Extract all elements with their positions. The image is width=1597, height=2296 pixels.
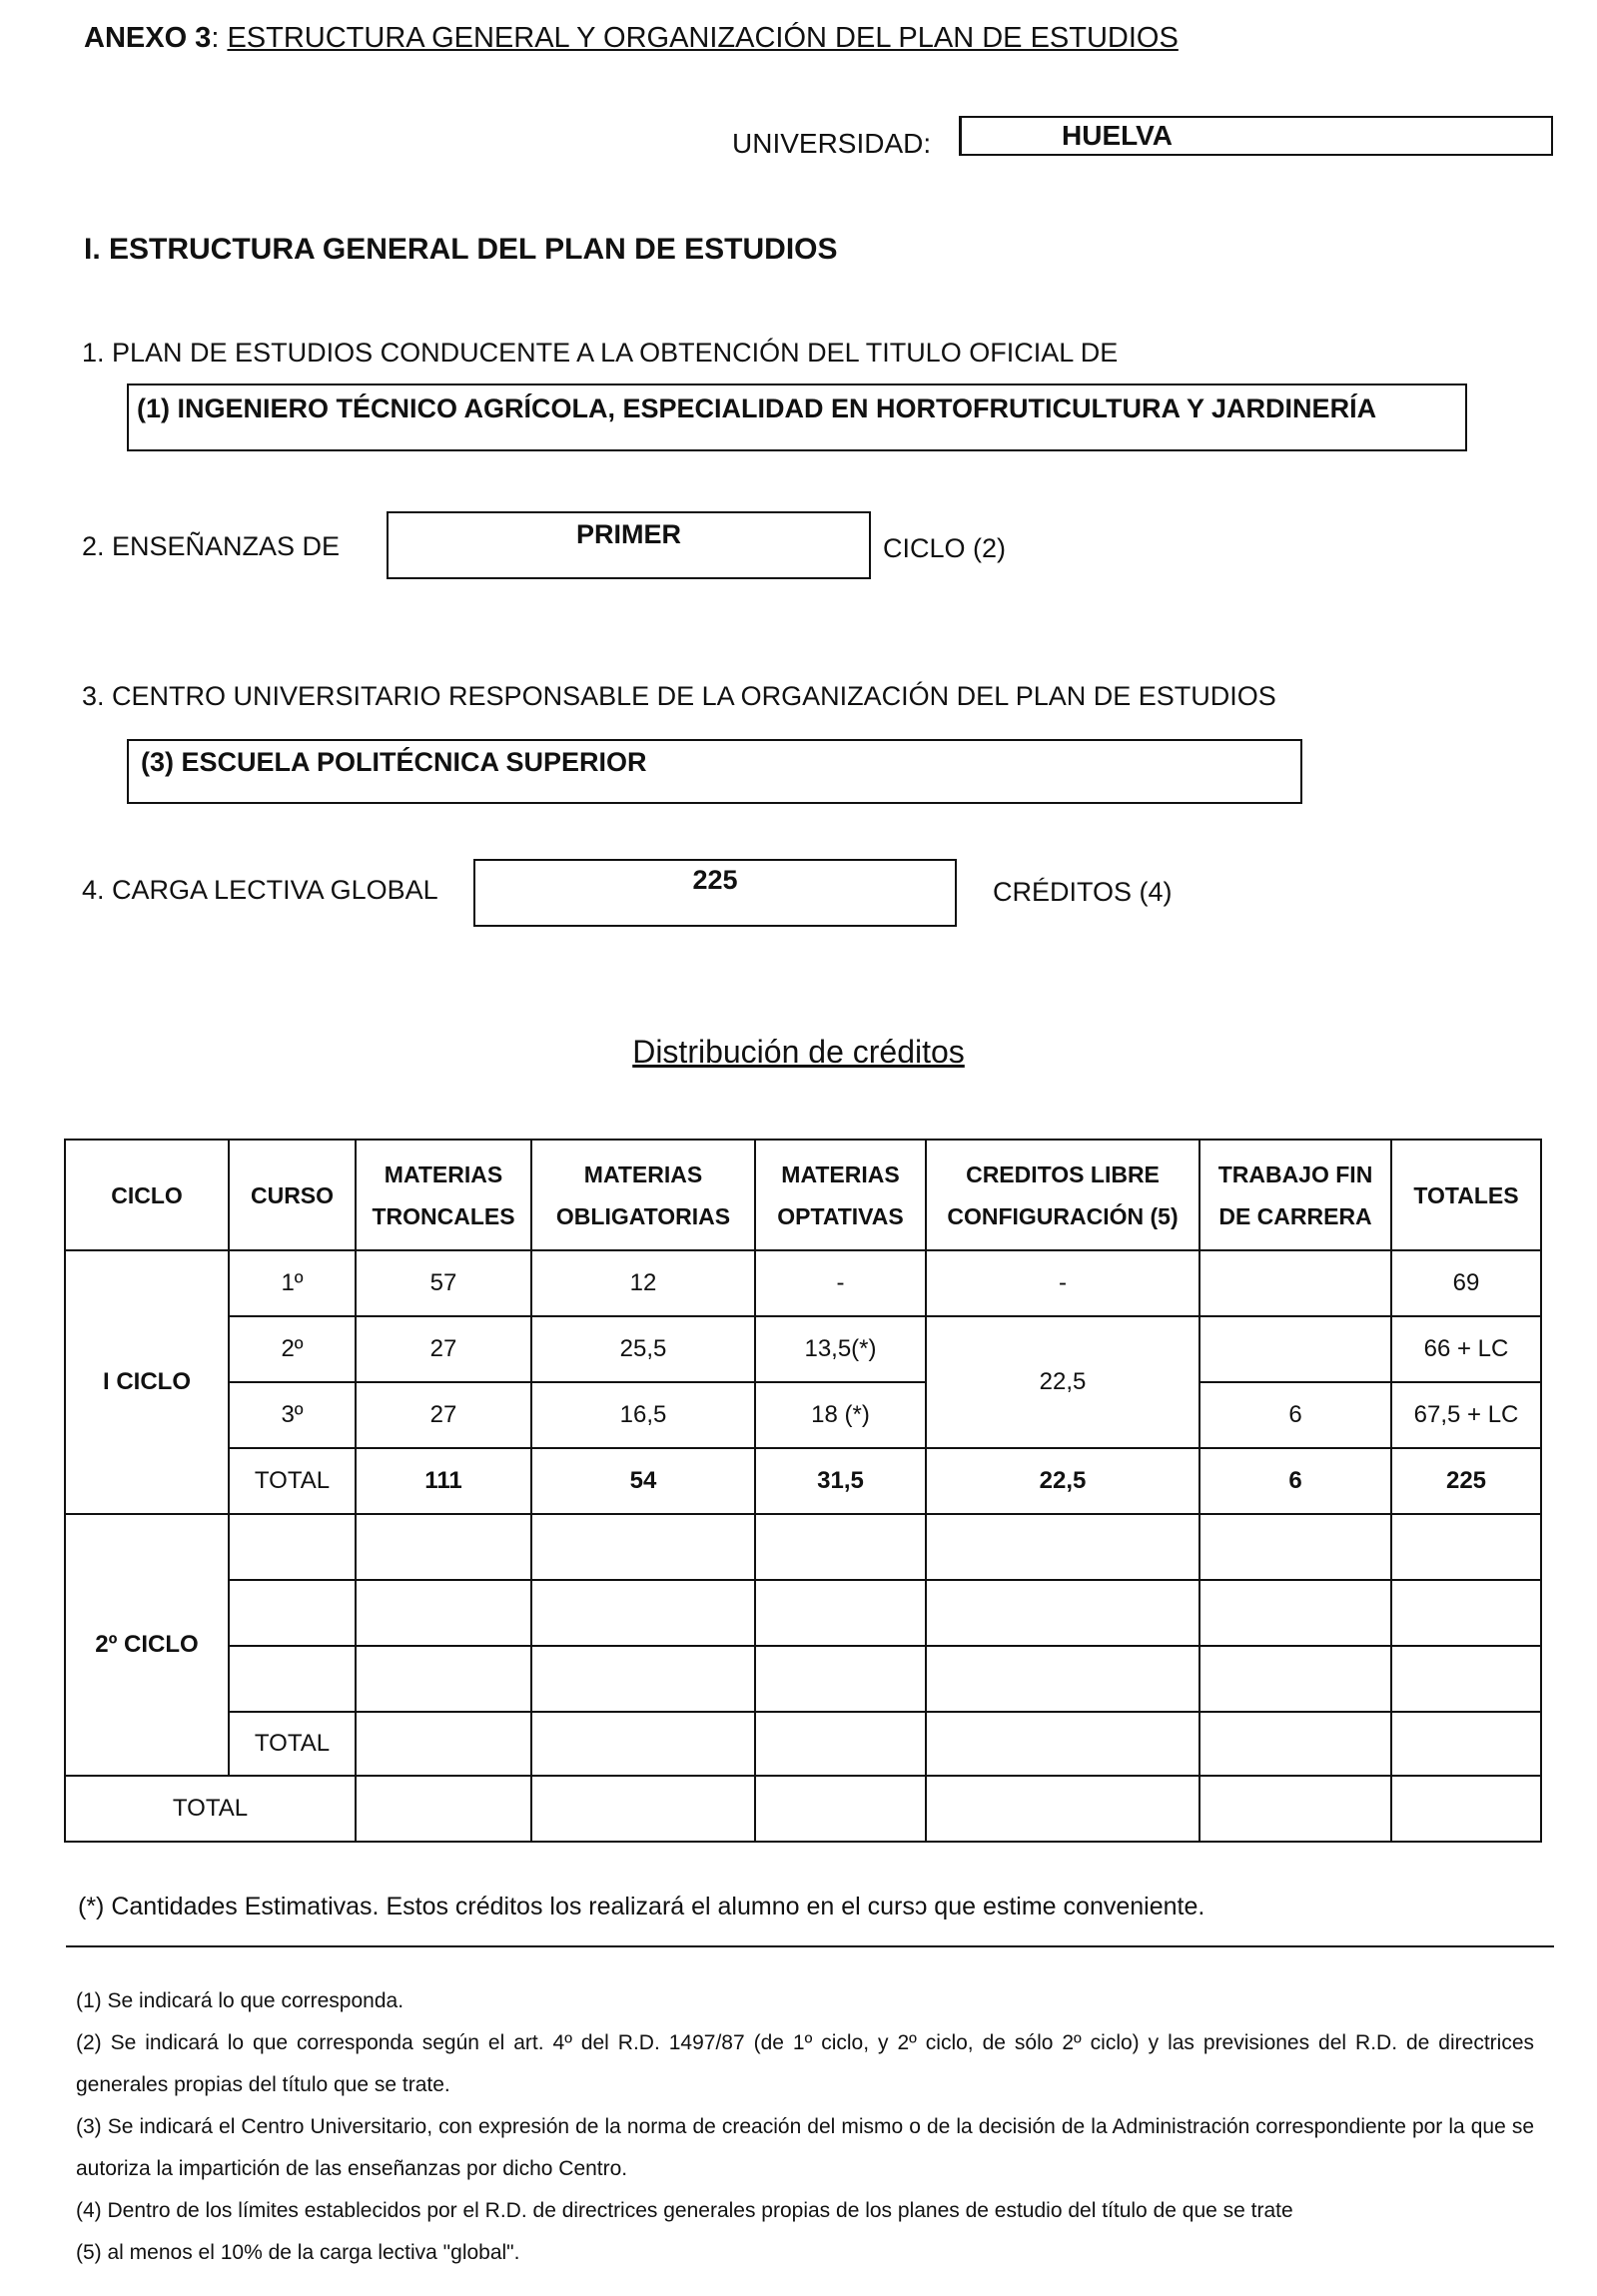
item-3-field bbox=[127, 739, 1302, 804]
item-4-label: 4. CARGA LECTIVA GLOBAL bbox=[82, 875, 438, 905]
cell-curso: 1º bbox=[229, 1250, 356, 1316]
cell-trabajo: 6 bbox=[1199, 1382, 1391, 1448]
cell-troncales: 111 bbox=[356, 1448, 531, 1514]
cell-optativas: 13,5(*) bbox=[755, 1316, 926, 1382]
item-2-suffix: CICLO (2) bbox=[883, 533, 1007, 563]
divider bbox=[66, 1945, 1554, 1947]
credits-table bbox=[64, 1139, 1542, 1843]
cell-curso: TOTAL bbox=[229, 1448, 356, 1514]
table-row bbox=[65, 1250, 1541, 1316]
footnote-5: (5) al menos el 10% de la carga lectiva "global". bbox=[76, 2241, 520, 2264]
cell-curso: 3º bbox=[229, 1382, 356, 1448]
footnote-4: (4) Dentro de los límites establecidos por el R.D. de directrices generales propias de los planes de estudio del título de que se trate bbox=[76, 2199, 1293, 2222]
col-libre-header: CREDITOS LIBRE CONFIGURACIÓN (5) bbox=[926, 1140, 1199, 1250]
header-row bbox=[65, 1140, 1541, 1250]
table-row bbox=[65, 1646, 1541, 1712]
universidad-label: UNIVERSIDAD: bbox=[732, 128, 932, 159]
distribution-title: Distribución de créditos bbox=[632, 1034, 965, 1070]
universidad-value: HUELVA bbox=[1062, 120, 1173, 151]
footnote-2: (2) Se indicará lo que corresponda según el art. 4º del R.D. 1497/87 (de 1º ciclo, y 2º ciclo, de sólo 2º ciclo) y las previsiones del R.D. de directrices generales propias del título que se trate. bbox=[76, 2031, 1534, 2096]
cell-libre: 22,5 bbox=[926, 1448, 1199, 1514]
table-row bbox=[65, 1316, 1541, 1382]
col-curso-header: CURSO bbox=[229, 1140, 356, 1250]
item-4-suffix: CRÉDITOS (4) bbox=[993, 877, 1173, 907]
cell-totales: 225 bbox=[1391, 1448, 1541, 1514]
cell-optativas: 31,5 bbox=[755, 1448, 926, 1514]
item-2-field bbox=[387, 511, 871, 579]
table-row-total bbox=[65, 1448, 1541, 1514]
cell-trabajo: 6 bbox=[1199, 1448, 1391, 1514]
cell-troncales: 27 bbox=[356, 1382, 531, 1448]
col-optativas-header: MATERIAS OPTATIVAS bbox=[755, 1140, 926, 1250]
cell-trabajo bbox=[1199, 1316, 1391, 1382]
cell-totales: 69 bbox=[1391, 1250, 1541, 1316]
cell-troncales: 57 bbox=[356, 1250, 531, 1316]
estimate-note: (*) Cantidades Estimativas. Estos créditos los realizará el alumno en el cursɔ que estime conveniente. bbox=[78, 1893, 1205, 1920]
cell-optativas: - bbox=[755, 1250, 926, 1316]
col-troncales-header: MATERIAS TRONCALES bbox=[356, 1140, 531, 1250]
annex-label: ANEXO 3 bbox=[84, 22, 212, 54]
grand-total-label: TOTAL bbox=[65, 1776, 356, 1842]
section-title: I. ESTRUCTURA GENERAL DEL PLAN DE ESTUDIOS bbox=[84, 233, 838, 266]
table-row bbox=[65, 1514, 1541, 1580]
ciclo-2-label: 2º CICLO bbox=[65, 1514, 229, 1776]
item-1-value: (1) INGENIERO TÉCNICO AGRÍCOLA, ESPECIALIDAD EN HORTOFRUTICULTURA Y JARDINERÍA bbox=[137, 393, 1377, 423]
footnote-1: (1) Se indicará lo que corresponda. bbox=[76, 1989, 404, 2012]
cell-optativas: 18 (*) bbox=[755, 1382, 926, 1448]
footnote-3: (3) Se indicará el Centro Universitario, con expresión de la norma de creación del mismo o de la decisión de la Administración correspondiente por la que se autoriza la impartición de las enseñanzas por dicho Centro. bbox=[76, 2115, 1534, 2180]
item-3-label: 3. CENTRO UNIVERSITARIO RESPONSABLE DE LA ORGANIZACIÓN DEL PLAN DE ESTUDIOS bbox=[82, 681, 1276, 711]
footnotes bbox=[76, 1980, 1534, 2274]
annex-title: ESTRUCTURA GENERAL Y ORGANIZACIÓN DEL PLAN DE ESTUDIOS bbox=[227, 22, 1179, 54]
col-ciclo-header: CICLO bbox=[65, 1140, 229, 1250]
item-3-value: (3) ESCUELA POLITÉCNICA SUPERIOR bbox=[141, 747, 647, 777]
item-1-field bbox=[127, 383, 1467, 451]
col-obligatorias-header: MATERIAS OBLIGATORIAS bbox=[531, 1140, 755, 1250]
table-row bbox=[65, 1580, 1541, 1646]
table-row-grand-total bbox=[65, 1776, 1541, 1842]
item-4-field bbox=[473, 859, 957, 927]
universidad-field bbox=[959, 116, 1553, 156]
cell-obligatorias: 16,5 bbox=[531, 1382, 755, 1448]
ciclo-1-label: I CICLO bbox=[65, 1250, 229, 1514]
cell-totales: 67,5 + LC bbox=[1391, 1382, 1541, 1448]
cell-curso: 2º bbox=[229, 1316, 356, 1382]
cell-obligatorias: 54 bbox=[531, 1448, 755, 1514]
col-totales-header: TOTALES bbox=[1391, 1140, 1541, 1250]
item-1-label: 1. PLAN DE ESTUDIOS CONDUCENTE A LA OBTENCIÓN DEL TITULO OFICIAL DE bbox=[82, 338, 1119, 368]
item-4-value: 225 bbox=[692, 865, 738, 895]
cell-totales: 66 + LC bbox=[1391, 1316, 1541, 1382]
cell-obligatorias: 12 bbox=[531, 1250, 755, 1316]
cell-troncales: 27 bbox=[356, 1316, 531, 1382]
cell-obligatorias: 25,5 bbox=[531, 1316, 755, 1382]
table-row bbox=[65, 1382, 1541, 1448]
cell-libre: 22,5 bbox=[926, 1316, 1199, 1448]
cell-trabajo bbox=[1199, 1250, 1391, 1316]
document-title: ANEXO 3: ESTRUCTURA GENERAL Y ORGANIZACIÓN DEL PLAN DE ESTUDIOS bbox=[84, 22, 1179, 54]
item-2-label: 2. ENSEÑANZAS DE bbox=[82, 531, 341, 561]
table-row-total bbox=[65, 1712, 1541, 1776]
cell-libre: - bbox=[926, 1250, 1199, 1316]
ciclo-2-total-label: TOTAL bbox=[229, 1712, 356, 1776]
col-trabajo-header: TRABAJO FIN DE CARRERA bbox=[1199, 1140, 1391, 1250]
item-2-value: PRIMER bbox=[575, 519, 681, 549]
